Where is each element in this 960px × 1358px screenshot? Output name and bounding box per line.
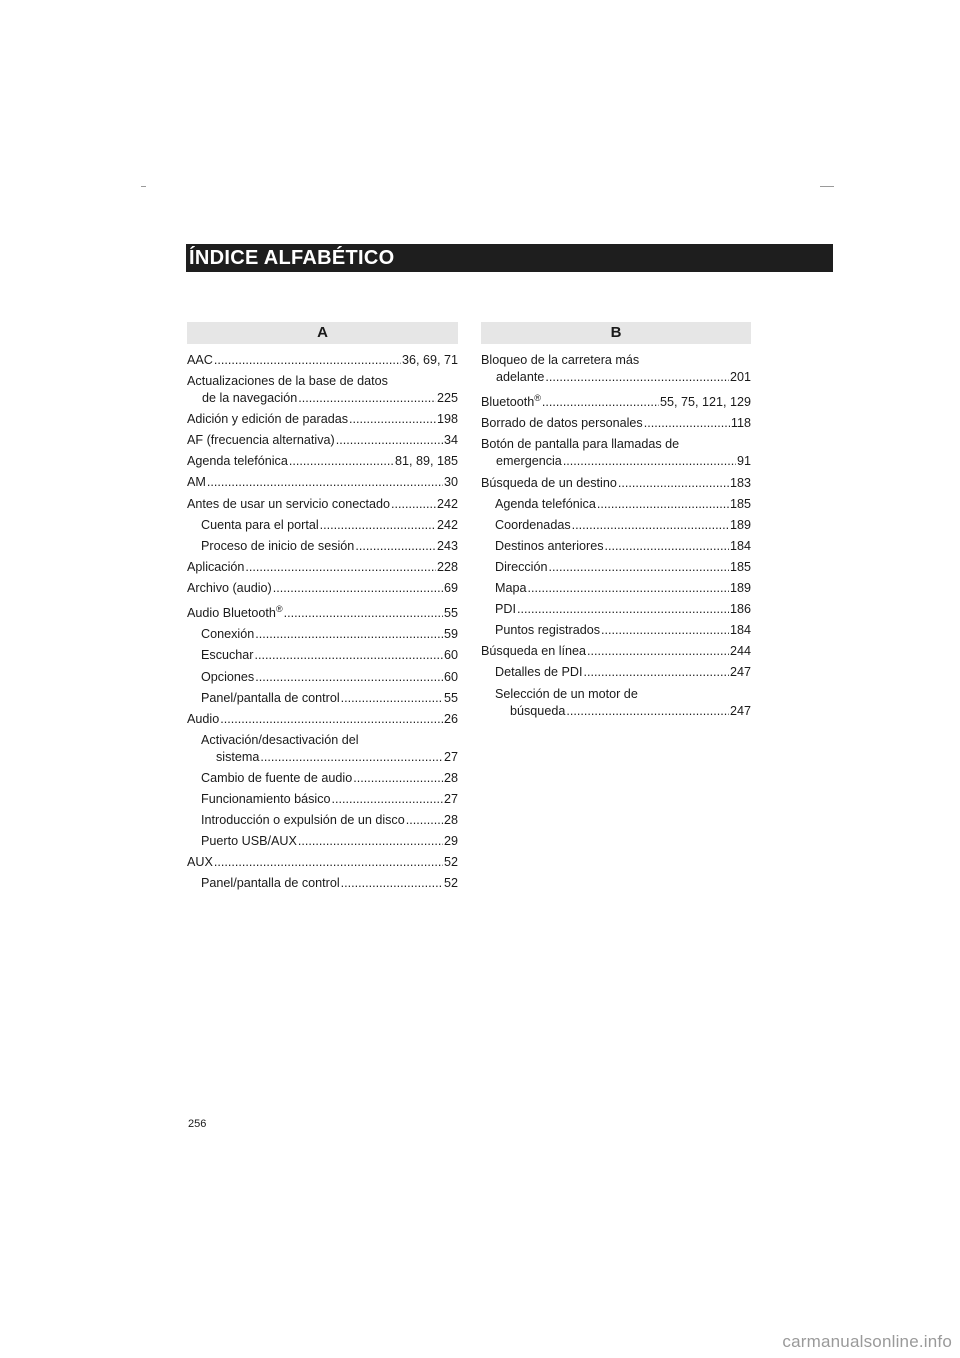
entry-term xyxy=(495,601,516,618)
entry-line xyxy=(481,643,751,660)
index-entries-a xyxy=(187,352,458,892)
entry-line xyxy=(201,538,458,555)
entry-term-text: Introducción o expulsión de un disco xyxy=(201,813,405,828)
entry-term xyxy=(201,538,354,555)
dot-leader xyxy=(601,622,729,639)
entry-term-text: Destinos anteriores xyxy=(495,538,604,553)
entry-term-continued xyxy=(510,703,565,720)
index-entry xyxy=(187,812,458,829)
watermark: carmanualsonline.info xyxy=(782,1332,952,1351)
dot-leader xyxy=(255,626,443,643)
entry-line-continued xyxy=(481,369,751,386)
entry-line-continued xyxy=(495,703,751,720)
entry-term-text: AM xyxy=(187,475,206,490)
entry-page-ref: 184 xyxy=(729,538,751,553)
entry-term-text: Bloqueo de la carretera más xyxy=(481,353,640,367)
entry-term-text: Antes de usar un servicio conectado xyxy=(187,496,391,511)
index-entry xyxy=(481,559,751,576)
index-entry xyxy=(481,436,751,470)
entry-term xyxy=(187,453,288,470)
entry-line xyxy=(481,390,751,411)
entry-term-text: Opciones xyxy=(201,669,255,684)
dot-leader xyxy=(587,643,729,660)
dot-leader xyxy=(220,711,443,728)
index-entry xyxy=(187,559,458,576)
dot-leader xyxy=(406,812,443,829)
entry-line xyxy=(187,711,458,728)
dot-leader xyxy=(584,664,729,681)
entry-line xyxy=(495,686,751,703)
entry-page-ref: 60 xyxy=(443,669,458,684)
entry-page-ref: 27 xyxy=(443,791,458,806)
entry-line xyxy=(187,474,458,491)
index-entries-b xyxy=(481,352,751,720)
entry-term-text: Búsqueda en línea xyxy=(481,644,587,659)
entry-line xyxy=(481,475,751,492)
entry-term-text: Actualizaciones de la base de datos xyxy=(187,374,388,389)
entry-term xyxy=(187,411,348,428)
entry-term xyxy=(481,352,639,369)
dot-leader xyxy=(289,453,394,470)
entry-term-text: Puerto USB/AUX xyxy=(201,834,297,849)
entry-term-text: Panel/pantalla de control xyxy=(201,690,340,705)
index-entry xyxy=(187,474,458,491)
index-entry xyxy=(187,647,458,664)
entry-page-ref: 30 xyxy=(443,475,458,490)
entry-line xyxy=(187,580,458,597)
entry-term-text: AF (frecuencia alternativa) xyxy=(187,433,335,448)
dot-leader xyxy=(284,605,443,622)
index-entry xyxy=(187,373,458,407)
dot-leader xyxy=(341,690,443,707)
dot-leader xyxy=(391,496,436,513)
entry-term-text: Bluetooth xyxy=(481,395,535,410)
dot-leader xyxy=(528,580,729,597)
entry-page-ref: 69 xyxy=(443,580,458,595)
entry-line-continued xyxy=(201,749,458,766)
entry-line xyxy=(201,770,458,787)
dot-leader xyxy=(273,580,443,597)
entry-term xyxy=(201,690,340,707)
entry-page-ref: 26 xyxy=(443,711,458,726)
index-entry xyxy=(481,580,751,597)
dot-leader xyxy=(353,770,443,787)
entry-term xyxy=(187,496,390,513)
entry-term-text: Funcionamiento básico xyxy=(201,791,331,806)
dot-leader xyxy=(618,475,729,492)
entry-term-text: Audio xyxy=(187,711,220,726)
entry-line xyxy=(495,517,751,534)
index-entry xyxy=(187,669,458,686)
entry-page-ref: 247 xyxy=(729,665,751,680)
index-entry xyxy=(481,601,751,618)
entry-term-continued-text: emergencia xyxy=(496,454,562,469)
entry-page-ref: 185 xyxy=(729,559,751,574)
index-entry xyxy=(481,538,751,555)
entry-page-ref: 228 xyxy=(436,559,458,574)
entry-page-ref: 189 xyxy=(729,517,751,532)
index-entry xyxy=(187,453,458,470)
entry-line xyxy=(187,559,458,576)
entry-line xyxy=(187,411,458,428)
entry-term xyxy=(201,770,352,787)
dot-leader xyxy=(605,538,729,555)
entry-line xyxy=(495,601,751,618)
section-header-b: B xyxy=(481,322,751,344)
index-entry xyxy=(481,475,751,492)
dot-leader xyxy=(545,369,729,386)
entry-page-ref: 36, 69, 71 xyxy=(401,353,458,367)
dot-leader xyxy=(214,854,443,871)
dot-leader xyxy=(320,517,436,534)
dot-leader xyxy=(563,453,736,470)
entry-term xyxy=(201,517,319,534)
entry-page-ref: 184 xyxy=(729,623,751,638)
entry-line-continued xyxy=(481,453,751,470)
index-entry xyxy=(481,643,751,660)
entry-term xyxy=(495,664,583,681)
entry-page-ref: 34 xyxy=(443,433,458,448)
entry-term xyxy=(495,622,600,639)
entry-line xyxy=(201,833,458,850)
entry-term xyxy=(495,580,527,597)
entry-term xyxy=(201,833,297,850)
dot-leader xyxy=(255,669,443,686)
entry-term-text: Mapa xyxy=(495,581,527,596)
entry-term-text: Cambio de fuente de audio xyxy=(201,770,353,785)
entry-line xyxy=(201,732,458,749)
entry-term xyxy=(201,669,254,686)
entry-term xyxy=(495,686,638,703)
entry-line xyxy=(481,415,751,432)
index-entry xyxy=(187,833,458,850)
registered-mark: ® xyxy=(534,393,541,404)
entry-term-text: Archivo (audio) xyxy=(187,580,272,595)
entry-term xyxy=(495,517,571,534)
entry-term-text: Activación/desactivación del xyxy=(201,732,359,747)
entry-term xyxy=(495,496,596,513)
entry-line xyxy=(495,559,751,576)
entry-term-continued xyxy=(216,749,259,766)
dot-leader xyxy=(542,394,659,411)
entry-line xyxy=(495,622,751,639)
entry-term xyxy=(187,711,219,728)
entry-term-continued xyxy=(496,453,562,470)
index-entry xyxy=(481,415,751,432)
entry-page-ref: 55 xyxy=(443,690,458,705)
dot-leader xyxy=(644,415,730,432)
entry-line xyxy=(201,626,458,643)
entry-term xyxy=(481,475,617,492)
entry-line xyxy=(495,664,751,681)
entry-term-continued xyxy=(496,369,544,386)
dot-leader xyxy=(298,390,436,407)
entry-term xyxy=(201,875,340,892)
entry-term xyxy=(481,436,679,453)
entry-term-continued-text: de la navegación xyxy=(202,391,298,406)
entry-line xyxy=(187,352,458,369)
dot-leader xyxy=(332,791,443,808)
index-entry xyxy=(187,626,458,643)
entry-term xyxy=(201,812,405,829)
entry-term-text: Búsqueda de un destino xyxy=(481,475,617,490)
entry-term xyxy=(481,415,643,432)
entry-term-text: Coordenadas xyxy=(495,517,571,532)
entry-term-text: AAC xyxy=(187,353,213,367)
dot-leader xyxy=(549,559,729,576)
entry-page-ref: 60 xyxy=(443,648,458,663)
entry-term-continued-text: adelante xyxy=(496,370,545,384)
entry-term xyxy=(495,559,548,576)
entry-term xyxy=(187,352,213,369)
index-entry xyxy=(187,496,458,513)
entry-line xyxy=(495,538,751,555)
entry-term xyxy=(187,854,213,871)
dot-leader xyxy=(298,833,443,850)
entry-page-ref: 27 xyxy=(443,749,458,764)
index-entry xyxy=(187,517,458,534)
index-entry xyxy=(481,622,751,639)
entry-page-ref: 247 xyxy=(729,703,751,718)
index-entry xyxy=(481,390,751,411)
dot-leader xyxy=(207,474,443,491)
entry-term xyxy=(481,643,586,660)
entry-page-ref: 183 xyxy=(729,475,751,490)
dot-leader xyxy=(566,703,729,720)
entry-page-ref: 29 xyxy=(443,834,458,849)
entry-line xyxy=(187,496,458,513)
index-entry xyxy=(187,854,458,871)
entry-page-ref: 52 xyxy=(443,855,458,870)
entry-term-text: Borrado de datos personales xyxy=(481,416,643,431)
dot-leader xyxy=(336,432,443,449)
entry-page-ref: 59 xyxy=(443,627,458,642)
entry-page-ref: 81, 89, 185 xyxy=(394,454,458,469)
index-entry xyxy=(187,432,458,449)
entry-page-ref: 91 xyxy=(736,454,751,469)
index-column-b xyxy=(481,322,751,724)
dot-leader xyxy=(341,875,443,892)
entry-term-text: Detalles de PDI xyxy=(495,665,583,680)
entry-line xyxy=(187,432,458,449)
index-entry xyxy=(187,875,458,892)
entry-term-continued xyxy=(202,390,297,407)
entry-term-text: Proceso de inicio de sesión xyxy=(201,538,355,553)
index-entry xyxy=(187,690,458,707)
entry-term xyxy=(201,791,331,808)
entry-page-ref: 28 xyxy=(443,770,458,785)
entry-term xyxy=(481,390,541,411)
entry-term xyxy=(187,373,388,390)
index-entry xyxy=(187,791,458,808)
entry-page-ref: 52 xyxy=(443,876,458,891)
entry-page-ref: 198 xyxy=(436,412,458,427)
entry-page-ref: 28 xyxy=(443,813,458,828)
entry-line xyxy=(201,647,458,664)
entry-term-text: Escuchar xyxy=(201,648,254,663)
entry-page-ref: 189 xyxy=(729,581,751,596)
entry-line xyxy=(481,436,751,453)
entry-term-text: Audio Bluetooth xyxy=(187,606,276,621)
entry-term-text: Conexión xyxy=(201,627,255,642)
section-header-a: A xyxy=(187,322,458,344)
entry-page-ref: 201 xyxy=(729,370,751,384)
entry-term-text: Aplicación xyxy=(187,559,245,574)
entry-term-text: Botón de pantalla para llamadas de xyxy=(481,437,680,452)
index-entry xyxy=(187,538,458,555)
entry-term xyxy=(201,626,254,643)
dot-leader xyxy=(260,749,443,766)
entry-term xyxy=(187,474,206,491)
entry-line xyxy=(201,690,458,707)
entry-line xyxy=(201,812,458,829)
entry-line xyxy=(187,373,458,390)
index-entry xyxy=(187,601,458,622)
index-entry xyxy=(481,517,751,534)
entry-term xyxy=(201,732,359,749)
entry-line xyxy=(495,580,751,597)
entry-term xyxy=(187,559,244,576)
entry-term-text: PDI xyxy=(495,602,516,617)
entry-page-ref: 55 xyxy=(443,606,458,621)
entry-term-text: Agenda telefónica xyxy=(187,454,288,469)
entry-term xyxy=(187,601,283,622)
entry-term-text: Selección de un motor de xyxy=(495,686,638,701)
entry-line xyxy=(481,352,751,369)
crop-mark-right xyxy=(820,186,834,187)
entry-line xyxy=(495,496,751,513)
entry-term xyxy=(187,432,335,449)
dot-leader xyxy=(255,647,443,664)
index-entry xyxy=(187,352,458,369)
entry-term xyxy=(187,580,272,597)
entry-term-text: Dirección xyxy=(495,559,548,574)
entry-line xyxy=(201,791,458,808)
entry-term-text: Cuenta para el portal xyxy=(201,517,319,532)
dot-leader xyxy=(245,559,436,576)
crop-mark-left xyxy=(141,186,146,187)
entry-term-continued-text: sistema xyxy=(216,749,260,764)
dot-leader xyxy=(349,411,436,428)
entry-page-ref: 242 xyxy=(436,496,458,511)
entry-page-ref: 242 xyxy=(436,517,458,532)
entry-page-ref: 118 xyxy=(730,416,751,431)
index-entry xyxy=(187,732,458,766)
entry-line-continued xyxy=(187,390,458,407)
entry-page-ref: 185 xyxy=(729,496,751,511)
entry-term-text: AUX xyxy=(187,855,213,870)
page-title: ÍNDICE ALFABÉTICO xyxy=(186,244,833,272)
index-entry xyxy=(481,352,751,386)
index-entry xyxy=(481,664,751,681)
index-entry xyxy=(481,686,751,720)
index-entry xyxy=(187,411,458,428)
entry-page-ref: 244 xyxy=(729,644,751,659)
entry-line xyxy=(187,453,458,470)
entry-page-ref: 186 xyxy=(729,602,751,617)
index-entry xyxy=(481,496,751,513)
entry-term xyxy=(495,538,604,555)
entry-line xyxy=(187,854,458,871)
entry-term xyxy=(201,647,254,664)
page-number: 256 xyxy=(188,1118,207,1130)
entry-line xyxy=(187,601,458,622)
index-entry xyxy=(187,770,458,787)
entry-line xyxy=(201,517,458,534)
dot-leader xyxy=(517,601,729,618)
dot-leader xyxy=(597,496,729,513)
entry-page-ref: 55, 75, 121, 129 xyxy=(659,395,751,410)
entry-term-text: Agenda telefónica xyxy=(495,496,596,511)
index-entry xyxy=(187,580,458,597)
entry-page-ref: 225 xyxy=(436,391,458,406)
entry-term-continued-text: búsqueda xyxy=(510,703,566,718)
dot-leader xyxy=(214,352,401,369)
entry-term-text: Adición y edición de paradas xyxy=(187,412,349,427)
entry-line xyxy=(201,669,458,686)
dot-leader xyxy=(572,517,729,534)
entry-line xyxy=(201,875,458,892)
entry-term-text: Puntos registrados xyxy=(495,623,601,638)
entry-term-text: Panel/pantalla de control xyxy=(201,876,340,891)
dot-leader xyxy=(355,538,436,555)
index-column-a xyxy=(187,322,458,896)
entry-page-ref: 243 xyxy=(436,538,458,553)
index-entry xyxy=(187,711,458,728)
registered-mark: ® xyxy=(275,604,283,615)
